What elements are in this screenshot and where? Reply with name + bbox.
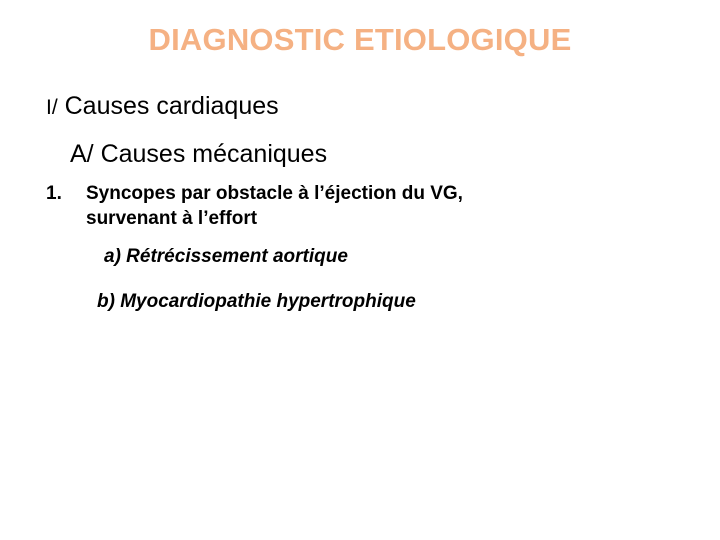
subitem-a: a) Rétrécissement aortique (104, 246, 348, 267)
slide-title: DIAGNOSTIC ETIOLOGIQUE (148, 22, 572, 57)
list-item (46, 182, 463, 206)
subitem-b: b) Myocardiopathie hypertrophique (97, 291, 416, 312)
list-item-text: Syncopes par obstacle à l’éjection du VG, (86, 183, 463, 204)
subsection-heading: A/ Causes mécaniques (70, 140, 328, 168)
list-item-continuation: survenant à l’effort (86, 208, 258, 229)
section-text: Causes cardiaques (57, 92, 279, 120)
section-prefix: I/ (46, 96, 58, 119)
section-heading (46, 88, 279, 126)
list-item-number: 1. (46, 183, 62, 204)
